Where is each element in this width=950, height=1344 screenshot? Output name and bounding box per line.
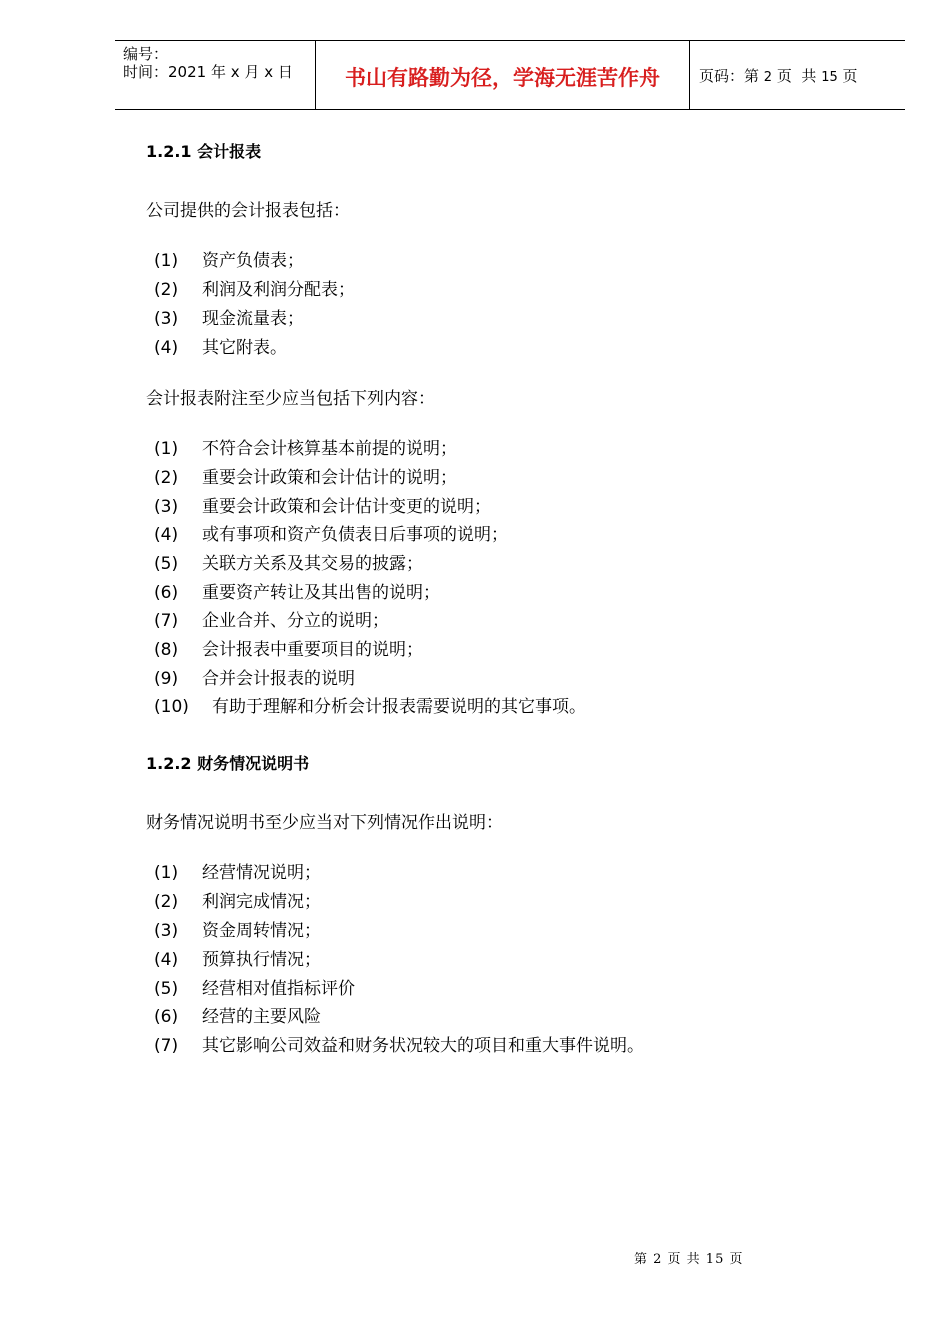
list-text: 资金周转情况； — [202, 921, 321, 941]
list-item — [154, 1031, 644, 1056]
month-value: x — [230, 63, 240, 81]
list-text: 重要会计政策和会计估计变更的说明； — [202, 497, 491, 517]
motto-text: 书山有路勤为径，学海无涯苦作舟 — [345, 65, 660, 90]
page-label: 页码：第 — [699, 67, 760, 85]
list-number: (9) — [154, 669, 179, 689]
paragraph: 公司提供的会计报表包括： — [146, 201, 350, 221]
list-text: 有助于理解和分析会计报表需要说明的其它事项。 — [212, 697, 586, 717]
list-item — [154, 1002, 321, 1027]
list-text: 利润完成情况； — [202, 892, 321, 912]
list-item — [154, 275, 355, 300]
serial-label: 编号： — [123, 45, 169, 63]
list-text: 经营情况说明； — [202, 863, 321, 883]
list-item — [154, 692, 586, 717]
list-number: (3) — [154, 497, 179, 517]
list-number: (1) — [154, 863, 179, 883]
list-text: 关联方关系及其交易的披露； — [202, 554, 423, 574]
list-number: (3) — [154, 921, 179, 941]
total-number: 15 — [821, 70, 838, 85]
list-number: (8) — [154, 640, 179, 660]
list-item — [154, 945, 321, 970]
list-item — [154, 520, 508, 545]
list-text: 其它附表。 — [202, 338, 287, 358]
list-text: 预算执行情况； — [202, 950, 321, 970]
list-number: (10) — [154, 697, 189, 717]
list-item — [154, 578, 440, 603]
list-number: (5) — [154, 979, 179, 999]
list-number: (4) — [154, 950, 179, 970]
list-number: (6) — [154, 1007, 179, 1027]
list-text: 利润及利润分配表； — [202, 280, 355, 300]
list-item — [154, 887, 321, 912]
year-value: 2021 — [168, 63, 207, 81]
list-item — [154, 974, 355, 999]
list-item — [154, 246, 304, 271]
list-text: 合并会计报表的说明 — [202, 669, 355, 689]
list-item — [154, 434, 457, 459]
list-item — [154, 916, 321, 941]
list-number: (2) — [154, 280, 179, 300]
total-unit: 页 — [842, 67, 858, 85]
list-number: (2) — [154, 892, 179, 912]
paragraph: 财务情况说明书至少应当对下列情况作出说明： — [146, 813, 503, 833]
list-item — [154, 492, 491, 517]
list-item — [154, 635, 423, 660]
list-item — [154, 333, 287, 358]
list-item — [154, 549, 423, 574]
list-number: (5) — [154, 554, 179, 574]
section-heading: 1.2.1 会计报表 — [146, 142, 262, 161]
list-item — [154, 664, 355, 689]
list-number: (3) — [154, 309, 179, 329]
list-item — [154, 606, 389, 631]
page-header — [115, 40, 905, 110]
section-heading: 1.2.2 财务情况说明书 — [146, 754, 310, 773]
list-number: (1) — [154, 251, 179, 271]
list-item — [154, 858, 321, 883]
list-text: 重要资产转让及其出售的说明； — [202, 583, 440, 603]
list-text: 会计报表中重要项目的说明； — [202, 640, 423, 660]
list-number: (6) — [154, 583, 179, 603]
list-number: (2) — [154, 468, 179, 488]
month-unit: 月 — [244, 63, 260, 81]
list-text: 不符合会计核算基本前提的说明； — [202, 439, 457, 459]
list-text: 经营的主要风险 — [202, 1007, 321, 1027]
page-unit: 页 — [776, 67, 792, 85]
list-number: (7) — [154, 611, 179, 631]
paragraph: 会计报表附注至少应当包括下列内容： — [146, 389, 435, 409]
list-text: 重要会计政策和会计估计的说明； — [202, 468, 457, 488]
list-text: 现金流量表； — [202, 309, 304, 329]
list-text: 资产负债表； — [202, 251, 304, 271]
list-text: 其它影响公司效益和财务状况较大的项目和重大事件说明。 — [202, 1036, 644, 1056]
page-code — [699, 65, 858, 86]
list-number: (4) — [154, 338, 179, 358]
list-text: 经营相对值指标评价 — [202, 979, 355, 999]
list-number: (7) — [154, 1036, 179, 1056]
list-number: (4) — [154, 525, 179, 545]
list-item — [154, 304, 304, 329]
list-text: 企业合并、分立的说明； — [202, 611, 389, 631]
total-label: 共 — [801, 67, 817, 85]
year-unit: 年 — [210, 63, 226, 81]
date-line — [123, 62, 293, 82]
header-meta-cell — [115, 41, 316, 109]
day-unit: 日 — [277, 63, 293, 81]
list-item — [154, 463, 457, 488]
list-number: (1) — [154, 439, 179, 459]
header-page-cell — [690, 41, 905, 109]
header-motto-cell — [316, 41, 690, 109]
page-footer: 第 2 页 共 15 页 — [634, 1252, 744, 1267]
list-text: 或有事项和资产负债表日后事项的说明； — [202, 525, 508, 545]
time-label: 时间： — [123, 63, 169, 81]
day-value: x — [264, 63, 274, 81]
page-number: 2 — [763, 70, 773, 85]
